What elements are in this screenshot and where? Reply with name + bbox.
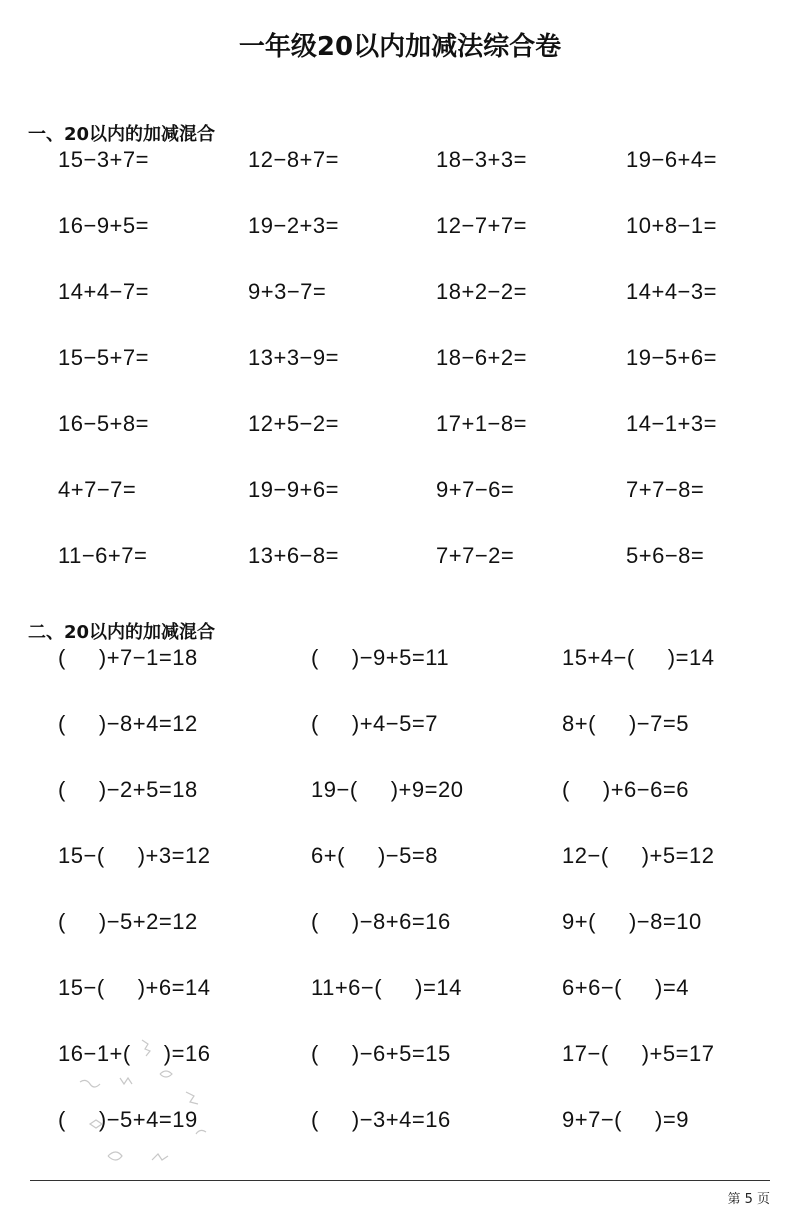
problem: 19−6+4= — [626, 147, 717, 172]
section1-heading: 一、20以内的加减混合 — [28, 124, 216, 145]
problem: 9+3−7= — [248, 279, 327, 304]
problem-row — [0, 640, 800, 706]
problem-row — [0, 274, 800, 340]
problem: 18−6+2= — [436, 345, 527, 370]
problem: 14+4−3= — [626, 279, 717, 304]
problem: 7+7−8= — [626, 477, 705, 502]
watermark-smudge — [60, 1032, 220, 1182]
blank-problem: 8+( )−7=5 — [562, 711, 689, 736]
blank-problem: 11+6−( )=14 — [311, 975, 462, 1000]
blank-problem: ( )+7−1=18 — [58, 645, 198, 670]
problem: 17+1−8= — [436, 411, 527, 436]
blank-problem: ( )+6−6=6 — [562, 777, 689, 802]
problem: 4+7−7= — [58, 477, 137, 502]
problem: 7+7−2= — [436, 543, 515, 568]
problem: 18+2−2= — [436, 279, 527, 304]
problem-row — [0, 970, 800, 1036]
footer-rule — [30, 1180, 770, 1181]
problem: 10+8−1= — [626, 213, 717, 238]
blank-problem: ( )−8+4=12 — [58, 711, 198, 736]
problem: 15−3+7= — [58, 147, 149, 172]
blank-problem: 16−1+( )=16 — [58, 1041, 211, 1066]
blank-problem: ( )−8+6=16 — [311, 909, 451, 934]
blank-problem: 15−( )+3=12 — [58, 843, 211, 868]
problem-row — [0, 340, 800, 406]
problem: 13+6−8= — [248, 543, 339, 568]
problem-row — [0, 208, 800, 274]
section1-problem-grid — [0, 142, 800, 604]
blank-problem: 15+4−( )=14 — [562, 645, 715, 670]
problem-row — [0, 904, 800, 970]
problem: 16−5+8= — [58, 411, 149, 436]
blank-problem: ( )+4−5=7 — [311, 711, 438, 736]
blank-problem: ( )−2+5=18 — [58, 777, 198, 802]
blank-problem: ( )−3+4=16 — [311, 1107, 451, 1132]
blank-problem: 9+( )−8=10 — [562, 909, 702, 934]
blank-problem: 12−( )+5=12 — [562, 843, 715, 868]
blank-problem: 15−( )+6=14 — [58, 975, 211, 1000]
problem-row — [0, 772, 800, 838]
problem: 12−7+7= — [436, 213, 527, 238]
blank-problem: 17−( )+5=17 — [562, 1041, 715, 1066]
problem-row — [0, 472, 800, 538]
problem: 13+3−9= — [248, 345, 339, 370]
page-title: 一年级20以内加减法综合卷 — [238, 32, 562, 62]
blank-problem: 6+6−( )=4 — [562, 975, 689, 1000]
blank-problem: ( )−5+2=12 — [58, 909, 198, 934]
page-number: 第 5 页 — [727, 1192, 770, 1207]
problem: 12+5−2= — [248, 411, 339, 436]
problem-row — [0, 406, 800, 472]
problem: 19−2+3= — [248, 213, 339, 238]
problem-row — [0, 142, 800, 208]
problem: 14−1+3= — [626, 411, 717, 436]
blank-problem: ( )−9+5=11 — [311, 645, 450, 670]
problem-row — [0, 538, 800, 604]
problem: 11−6+7= — [58, 543, 148, 568]
problem: 14+4−7= — [58, 279, 149, 304]
problem: 19−9+6= — [248, 477, 339, 502]
blank-problem: ( )−5+4=19 — [58, 1107, 198, 1132]
problem: 18−3+3= — [436, 147, 527, 172]
section2-heading: 二、20以内的加减混合 — [28, 622, 216, 643]
problem: 5+6−8= — [626, 543, 705, 568]
blank-problem: ( )−6+5=15 — [311, 1041, 451, 1066]
problem-row — [0, 838, 800, 904]
blank-problem: 19−( )+9=20 — [311, 777, 464, 802]
blank-problem: 6+( )−5=8 — [311, 843, 438, 868]
problem: 19−5+6= — [626, 345, 717, 370]
problem: 12−8+7= — [248, 147, 339, 172]
problem: 16−9+5= — [58, 213, 149, 238]
problem: 9+7−6= — [436, 477, 515, 502]
problem: 15−5+7= — [58, 345, 149, 370]
problem-row — [0, 706, 800, 772]
blank-problem: 9+7−( )=9 — [562, 1107, 689, 1132]
